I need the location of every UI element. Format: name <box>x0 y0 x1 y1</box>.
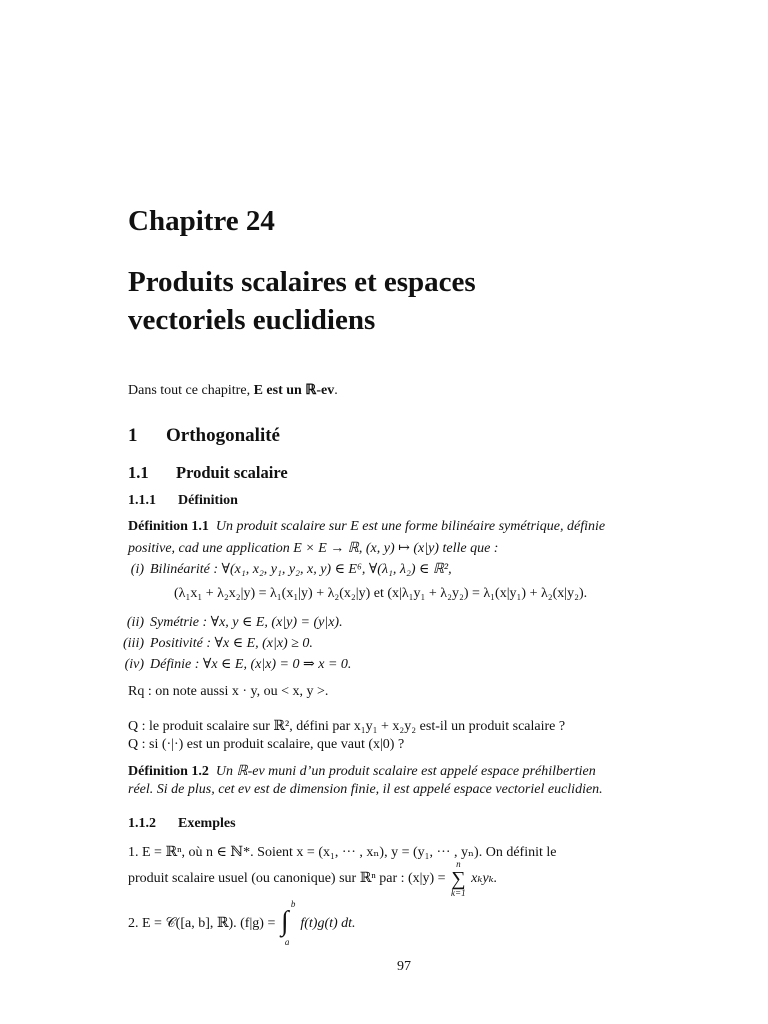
definition-1-2-text-line1: Un ℝ-ev muni d’un produit scalaire est appelé espace préhilbertien <box>215 764 596 779</box>
bilinearity-equation: (λ₁x₁ + λ₂x₂|y) = λ₁(x₁|y) + λ₂(x₂|y) et (x|λ₁y₁ + λ₂y₂) = λ₁(x|y₁) + λ₂(x|y₂). <box>174 586 588 601</box>
example-1-line2 <box>128 860 497 898</box>
sum-lower-limit: k=1 <box>451 888 466 898</box>
item-i-label: (i) <box>130 562 144 577</box>
section-1-number: 1 <box>128 425 138 446</box>
definition-1-1-line1 <box>128 519 605 535</box>
summation-symbol: n ∑ k=1 <box>451 859 466 898</box>
integral-symbol: b ∫ a <box>280 899 296 947</box>
section-1-1-heading <box>128 463 288 483</box>
section-1-1-title: Produit scalaire <box>176 463 288 482</box>
definition-item-i <box>98 561 452 578</box>
item-i-text: Bilinéarité : ∀(x₁, x₂, y₁, y₂, x, y) ∈ E⁶, ∀(λ₁, λ₂) ∈ ℝ², <box>150 562 452 577</box>
section-1-1-1-heading <box>128 493 238 509</box>
section-1-title: Orthogonalité <box>166 425 280 446</box>
definition-1-2-line1 <box>128 763 596 780</box>
chapter-title-line2: vectoriels euclidiens <box>128 304 376 336</box>
section-1-1-number: 1.1 <box>128 463 149 482</box>
example-2-prefix: 2. E = 𝒞([a, b], ℝ). (f|g) = <box>128 916 276 932</box>
section-1-heading <box>128 425 280 447</box>
item-iii-label: (iii) <box>123 636 144 651</box>
definition-1-2-label: Définition 1.2 <box>128 764 209 779</box>
example-2 <box>128 899 356 947</box>
definition-item-ii <box>98 614 343 631</box>
intro-text <box>128 382 338 399</box>
section-1-1-1-number: 1.1.1 <box>128 493 156 508</box>
example-1-prefix: produit scalaire usuel (ou canonique) sur ℝⁿ par : (x|y) = <box>128 871 446 887</box>
definition-item-iii <box>98 635 313 652</box>
item-ii-text: Symétrie : ∀x, y ∈ E, (x|y) = (y|x). <box>150 615 343 630</box>
item-ii-label: (ii) <box>126 615 144 630</box>
section-1-1-2-number: 1.1.2 <box>128 816 156 831</box>
question-2: Q : si (·|·) est un produit scalaire, que vaut (x|0) ? <box>128 737 405 752</box>
definition-1-1-label: Définition 1.1 <box>128 519 209 534</box>
item-iv-label: (iv) <box>124 657 144 672</box>
intro-prefix: Dans tout ce chapitre, <box>128 383 254 398</box>
definition-1-1-line2: positive, cad une application E × E → ℝ, (x, y) ↦ (x|y) telle que : <box>128 541 499 556</box>
item-iii-text: Positivité : ∀x ∈ E, (x|x) ≥ 0. <box>150 636 313 651</box>
page <box>123 0 680 1024</box>
definition-1-2-line2: réel. Si de plus, cet ev est de dimension finie, il est appelé espace vectoriel euclidien. <box>128 782 603 797</box>
sum-upper-limit: n <box>456 859 461 869</box>
chapter-label: Chapitre 24 <box>128 205 275 237</box>
integral-term: f(t)g(t) dt. <box>300 916 356 932</box>
intro-suffix: . <box>334 383 338 398</box>
example-1-line1: 1. E = ℝⁿ, où n ∈ ℕ*. Soient x = (x₁, ··· , xₙ), y = (y₁, ··· , yₙ). On définit le <box>128 845 557 860</box>
intro-bold: E est un ℝ-ev <box>253 383 335 398</box>
sum-term: xₖyₖ. <box>471 871 498 887</box>
chapter-title-line1: Produits scalaires et espaces <box>128 266 476 298</box>
section-1-1-1-title: Définition <box>178 493 238 508</box>
remark-note: Rq : on note aussi x · y, ou < x, y >. <box>128 684 329 699</box>
page-number: 97 <box>397 959 411 974</box>
question-1: Q : le produit scalaire sur ℝ², défini par x₁y₁ + x₂y₂ est-il un produit scalaire ? <box>128 719 566 734</box>
section-1-1-2-heading <box>128 816 236 832</box>
integral-upper-limit: b <box>290 899 296 909</box>
definition-1-1-text-line1: Un produit scalaire sur E est une forme bilinéaire symétrique, définie <box>215 519 606 534</box>
item-iv-text: Définie : ∀x ∈ E, (x|x) = 0 ⇒ x = 0. <box>150 657 352 672</box>
integral-lower-limit: a <box>284 937 290 947</box>
definition-item-iv <box>98 656 351 673</box>
section-1-1-2-title: Exemples <box>178 816 236 831</box>
